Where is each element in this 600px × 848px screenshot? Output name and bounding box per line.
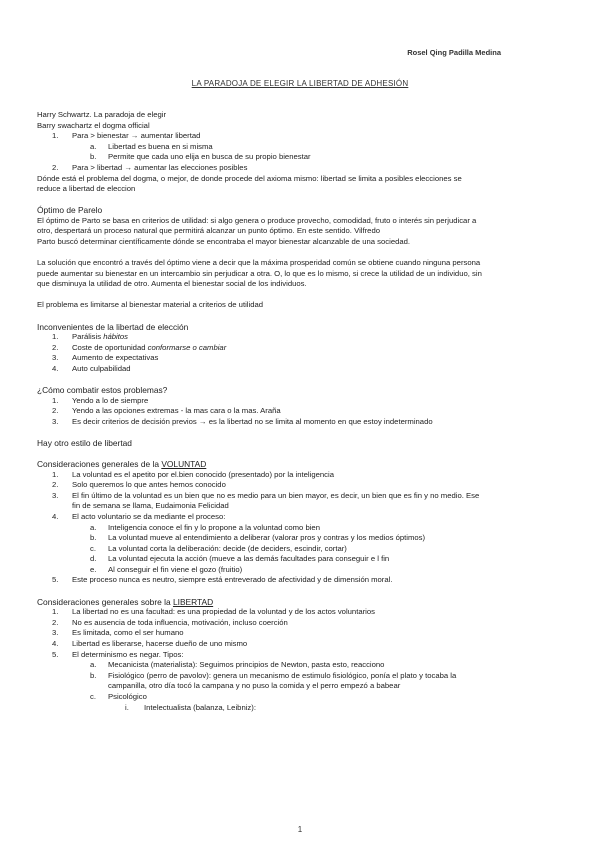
list-text: Coste de oportunidad	[72, 342, 148, 352]
list-subitem	[37, 565, 565, 576]
intro-list	[37, 131, 565, 173]
list-letter: e.	[90, 564, 97, 574]
paragraph-line: que disminuya la utilidad de otro. Aumenta el bienestar social de los individuos.	[37, 279, 307, 289]
list-text: La libertad no es una facultad: es una propiedad de la voluntad y de los actos voluntarios	[72, 607, 376, 617]
list-subitem	[37, 523, 565, 534]
list-text: La voluntad corta la deliberación: decide (de deciders, escindir, cortar)	[108, 543, 347, 553]
list-text: Yendo a lo de siempre	[72, 395, 149, 405]
list-number: 5.	[52, 649, 59, 659]
paragraph-line: otro, despertará un proceso natural que permitirá alcanzar un punto óptimo. En este sentido. Vilfredo	[37, 226, 381, 236]
list-roman: i.	[125, 702, 129, 712]
list-number: 2.	[52, 342, 59, 352]
list-text: La voluntad ejecuta la acción (mueve a las demás facultades para conseguir e l fin	[108, 554, 390, 564]
list-text: Libertad es liberarse, hacerse dueño de uno mismo	[72, 638, 248, 648]
list-item	[37, 480, 565, 491]
list-item	[37, 512, 565, 523]
otro-estilo-line: Hay otro estilo de libertad	[37, 437, 132, 448]
inconvenientes-heading: Inconvenientes de la libertad de elección	[37, 321, 189, 332]
document-body	[37, 110, 565, 713]
list-text: Parálisis	[72, 332, 104, 342]
list-number: 4.	[52, 638, 59, 648]
list-letter: d.	[90, 554, 97, 564]
list-text: Inteligencia conoce el fin y lo propone a la voluntad como bien	[108, 522, 320, 532]
list-text: La voluntad es el apetito por el.bien conocido (presentado) por la inteligencia	[72, 469, 334, 479]
list-letter: c.	[90, 691, 96, 701]
list-subsubitem	[37, 703, 565, 714]
list-number: 3.	[52, 628, 59, 638]
document-title: LA PARADOJA DE ELEGIR LA LIBERTAD DE ADHESIÓN	[191, 79, 409, 88]
list-item	[37, 343, 565, 354]
inconvenientes-list	[37, 332, 565, 374]
list-item	[37, 639, 565, 650]
list-subitem	[37, 544, 565, 555]
voluntad-heading	[37, 459, 565, 470]
list-text: El determinismo es negar. Tipos:	[72, 649, 184, 659]
list-item	[37, 163, 565, 174]
list-letter: a.	[90, 522, 97, 532]
list-number: 2.	[52, 480, 59, 490]
heading-underlined: VOLUNTAD	[161, 458, 207, 469]
heading-text: Consideraciones generales de la	[37, 458, 162, 469]
list-letter: a.	[90, 660, 97, 670]
pareto-heading: Óptimo de Parelo	[37, 205, 103, 216]
list-text: Psicológico	[108, 691, 147, 701]
list-text: Mecanicista (materialista): Seguimos principios de Newton, pasta esto, reacciono	[108, 660, 385, 670]
list-subitem	[37, 660, 565, 671]
list-number: 1.	[52, 131, 59, 141]
list-number: 3.	[52, 490, 59, 500]
intro-line-2: Barry swachartz el dogma official	[37, 120, 150, 130]
list-subitem	[37, 692, 565, 703]
list-text: Para > bienestar → aumentar libertad	[72, 131, 201, 141]
list-subitem	[37, 554, 565, 565]
list-text: Auto culpabilidad	[72, 363, 131, 373]
list-number: 1.	[52, 469, 59, 479]
intro-line-1: Harry Schwartz. La paradoja de elegir	[37, 110, 167, 119]
list-text: campanilla, otro día tocó la campana y no puso la comida y el perro empezó a babear	[108, 681, 401, 691]
list-number: 3.	[52, 353, 59, 363]
list-letter: c.	[90, 543, 96, 553]
list-number: 3.	[52, 416, 59, 426]
paragraph-line: El óptimo de Parto se basa en criterios de utilidad: si algo genera o produce provecho, comodidad, fruto o interés sin perjudicar a	[37, 215, 477, 225]
list-number: 2.	[52, 617, 59, 627]
list-text: No es ausencia de toda influencia, motivación, incluso coerción	[72, 617, 288, 627]
page-number: 1	[297, 825, 303, 834]
list-letter: a.	[90, 141, 97, 151]
list-text: El fin último de la voluntad es un bien que no es medio para un bien mayor, es decir, un bien que es fin y no medio. Ese	[72, 490, 480, 500]
list-number: 1.	[52, 395, 59, 405]
list-subitem	[37, 671, 565, 692]
list-item	[37, 618, 565, 629]
list-text: Yendo a las opciones extremas - la mas cara o la mas. Araña	[72, 406, 281, 416]
intro-after-2: reduce a libertad de eleccion	[37, 184, 136, 194]
list-text: Permite que cada uno elija en busca de su propio bienestar	[108, 152, 311, 162]
list-text: Aumento de expectativas	[72, 353, 159, 363]
list-text: Es limitada, como el ser humano	[72, 628, 184, 638]
list-text: Es decir criterios de decisión previos → es la libertad no se limita al momento en que estoy indeterminado	[72, 416, 433, 426]
list-subitem	[37, 533, 565, 544]
list-text: Fisiológico (perro de pavolov): genera un mecanismo de estimulo fisiológico, ponía el plato y tocaba la	[108, 670, 457, 680]
list-number: 5.	[52, 575, 59, 585]
intro-after-1: Dónde está el problema del dogma, o mejor, de donde procede del axioma mismo: libertad se limita a posibles elecciones se	[37, 173, 462, 183]
list-item	[37, 406, 565, 417]
list-item	[37, 353, 565, 364]
list-number: 2.	[52, 406, 59, 416]
list-number: 4.	[52, 363, 59, 373]
list-item	[37, 364, 565, 375]
list-item	[37, 628, 565, 639]
list-item	[37, 650, 565, 661]
heading-underlined: LIBERTAD	[172, 596, 214, 607]
voluntad-list	[37, 470, 565, 587]
list-number: 2.	[52, 162, 59, 172]
list-emphasis: conformarse o cambiar	[147, 342, 227, 352]
list-letter: b.	[90, 533, 97, 543]
problem-statement: El problema es limitarse al bienestar material a criterios de utilidad	[37, 300, 264, 310]
combatir-list	[37, 396, 565, 428]
list-subitem	[37, 152, 565, 163]
heading-text: Consideraciones generales sobre la	[37, 596, 173, 607]
list-text: Este proceso nunca es neutro, siempre está entreverado de afectividad y de dimensión moral.	[72, 575, 393, 585]
libertad-list	[37, 607, 565, 713]
list-item	[37, 396, 565, 407]
list-emphasis: hábitos	[103, 332, 128, 342]
list-item	[37, 575, 565, 586]
list-letter: b.	[90, 670, 97, 680]
list-item	[37, 131, 565, 142]
list-text: Libertad es buena en si misma	[108, 141, 213, 151]
list-item	[37, 607, 565, 618]
list-text: Intelectualista (balanza, Leibniz):	[144, 702, 256, 712]
list-item	[37, 470, 565, 481]
list-subitem	[37, 142, 565, 153]
list-item	[37, 491, 565, 512]
combatir-heading: ¿Cómo combatir estos problemas?	[37, 384, 168, 395]
list-text: El acto voluntario se da mediante el proceso:	[72, 511, 226, 521]
list-text: La voluntad mueve al entendimiento a deliberar (valorar pros y contras y los medios óptimos)	[108, 533, 426, 543]
paragraph-line: puede aumentar su bienestar en un intercambio sin perjudicar a otra. O, lo que es lo mismo, si crece la utilidad de un individuo, sin	[37, 268, 482, 278]
list-item	[37, 417, 565, 428]
list-text: Al conseguir el fin viene el gozo (fruitio)	[108, 564, 243, 574]
list-text: fin de semana se llama, Eudaimonia Felicidad	[72, 501, 229, 511]
list-letter: b.	[90, 152, 97, 162]
paragraph-line: Parto buscó determinar científicamente dónde se encontraba el mayor bienestar alcanzable de una sociedad.	[37, 237, 411, 247]
list-number: 4.	[52, 511, 59, 521]
paragraph-line: La solución que encontró a través del óptimo viene a decir que la máxima prosperidad común se obtiene cuando ninguna persona	[37, 258, 481, 268]
list-text: Para > libertad → aumentar las elecciones posibles	[72, 162, 248, 172]
list-number: 1.	[52, 607, 59, 617]
author-name: Rosel Qing Padilla Medina	[407, 48, 501, 57]
list-number: 1.	[52, 332, 59, 342]
libertad-heading	[37, 597, 565, 608]
list-item	[37, 332, 565, 343]
list-text: Solo queremos lo que antes hemos conocido	[72, 480, 226, 490]
